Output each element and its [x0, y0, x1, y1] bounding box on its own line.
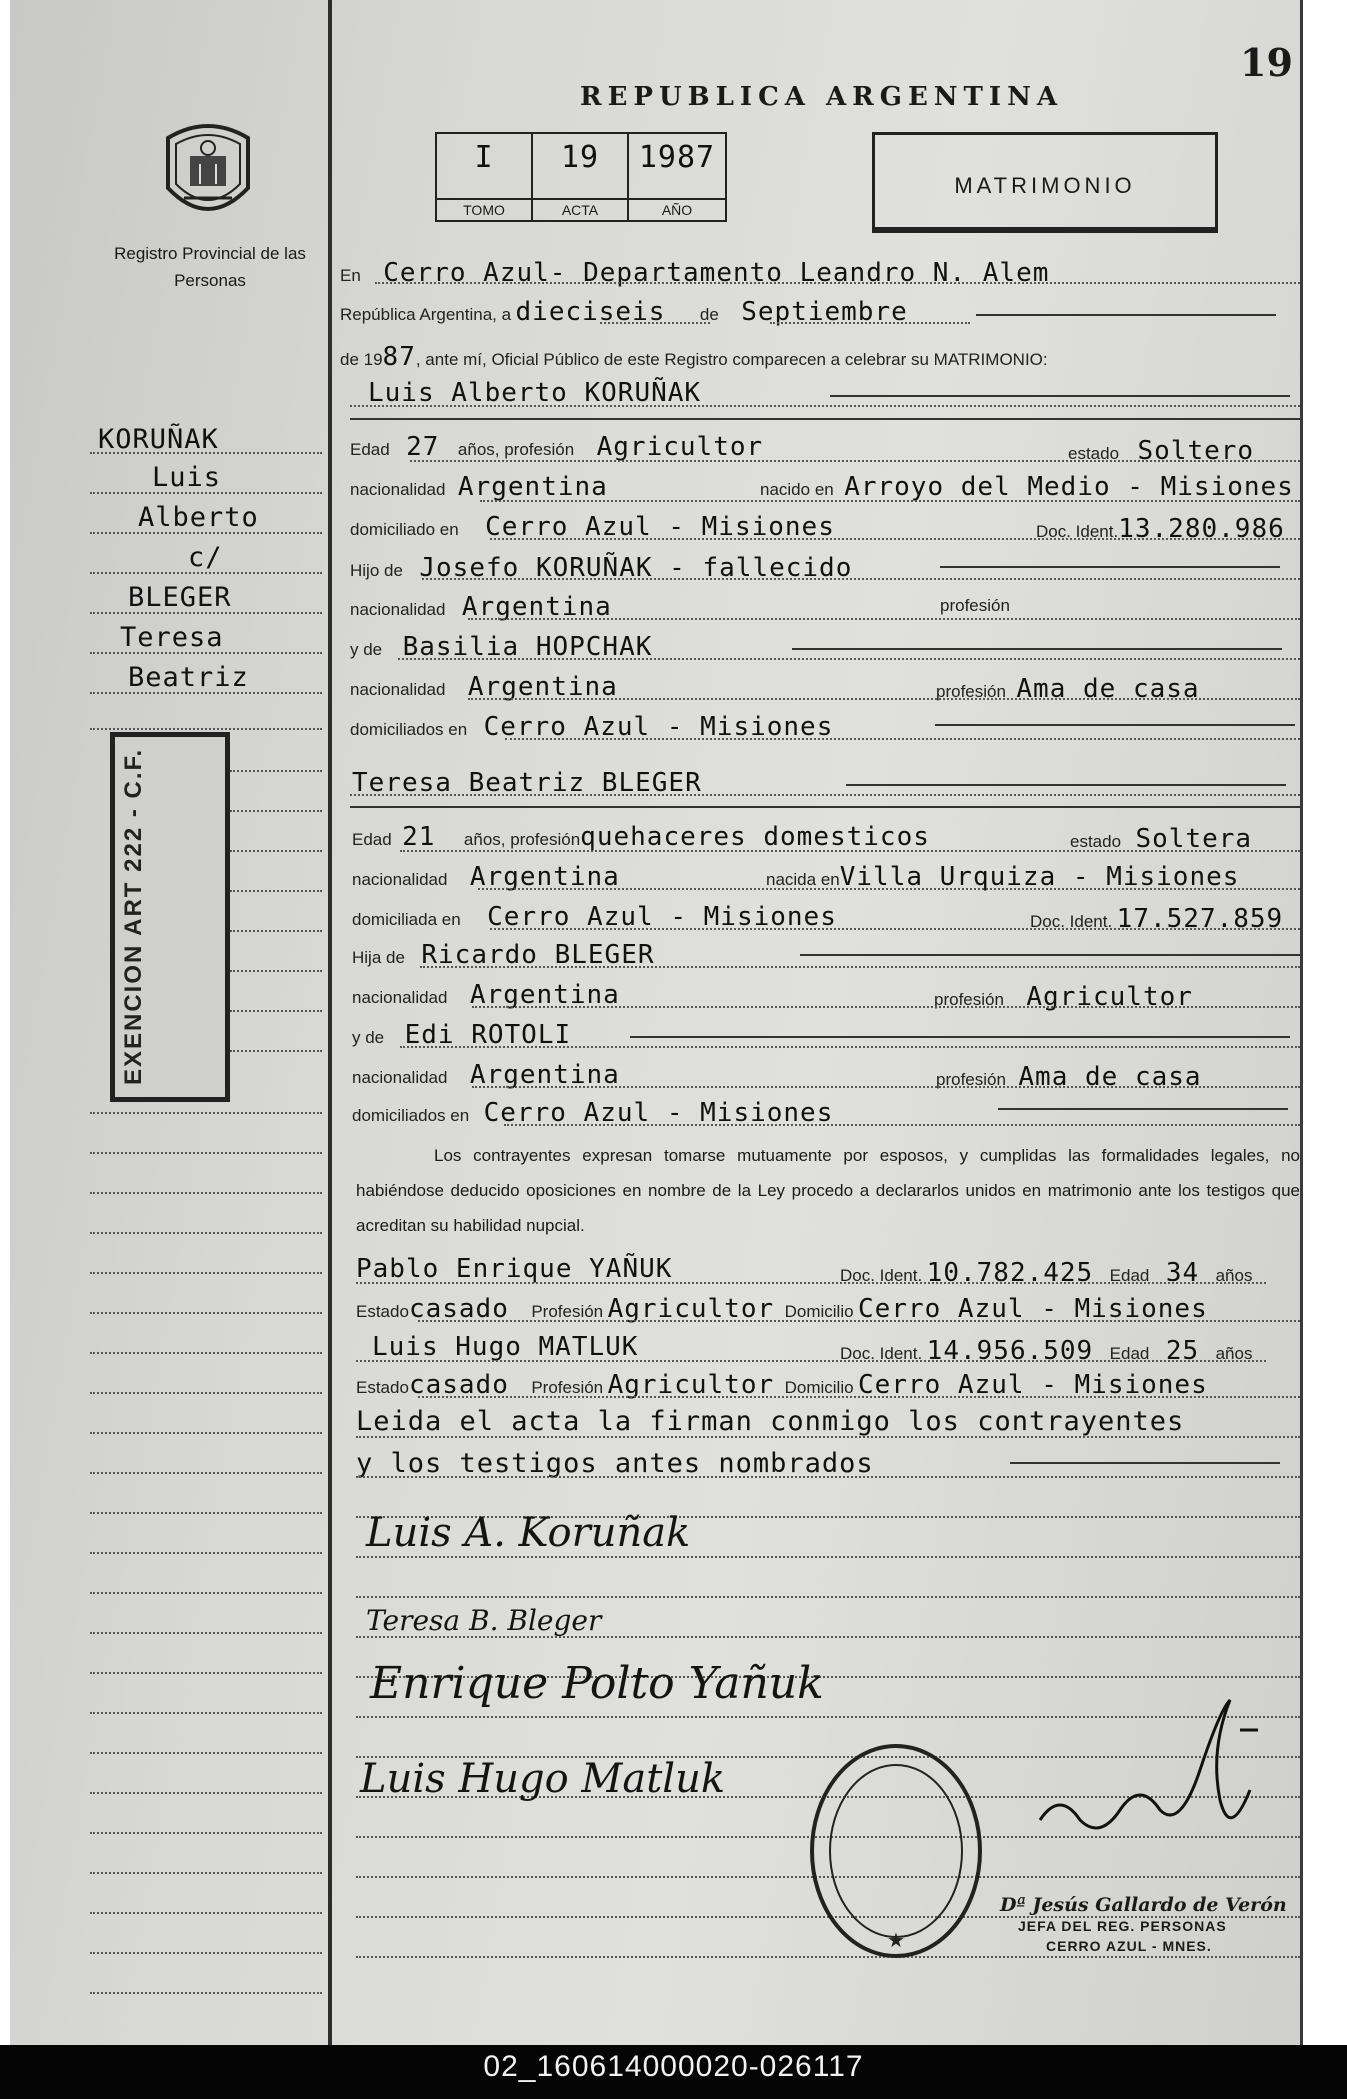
groom-profession: Agricultor — [596, 432, 764, 462]
official-name: Dª Jesús Gallardo de Verón — [1000, 1894, 1287, 1916]
margin-dotted-line — [90, 1352, 322, 1354]
dash-line — [792, 648, 1282, 650]
margin-dotted-line — [90, 1272, 322, 1274]
groom-mother-nationality: Argentina — [467, 672, 618, 702]
place-value: Cerro Azul- Departamento Leandro N. Alem — [383, 258, 1050, 288]
doc-label: Doc. Ident. — [1030, 912, 1113, 931]
witness-1-doc: 10.782.425 — [926, 1258, 1094, 1288]
bride-mother-profession: Ama de casa — [1018, 1062, 1202, 1092]
bride-domicile: Cerro Azul - Misiones — [487, 902, 837, 932]
bride-mother-nationality: Argentina — [469, 1060, 620, 1090]
year-prefix: de 19 — [340, 350, 383, 369]
margin-dotted-line — [90, 1992, 322, 1994]
dotted-line — [468, 618, 1300, 620]
dash-line — [998, 1108, 1288, 1110]
bride-full-name: Teresa Beatriz BLEGER — [352, 768, 702, 798]
signature-witness-2: Luis Hugo Matluk — [360, 1756, 726, 1802]
registry-name: Registro Provincial de las Personas — [114, 244, 306, 290]
margin-rule — [328, 0, 332, 2045]
groom-nationality: Argentina — [457, 472, 608, 502]
margin-dotted-line — [90, 492, 322, 494]
footer-code: 02_160614000020-026117 — [483, 2050, 864, 2083]
domiciliados-label: domiciliados en — [350, 720, 468, 739]
bride-profession: quehaceres domesticos — [580, 822, 930, 852]
dotted-line — [356, 1360, 1266, 1362]
margin-dotted-line — [90, 1712, 322, 1714]
margin-dotted-line — [90, 1392, 322, 1394]
margin-dotted-line — [230, 890, 322, 892]
dotted-line — [472, 1006, 1300, 1008]
margin-dotted-line — [90, 572, 322, 574]
groom-age: 27 — [406, 432, 440, 462]
margin-dotted-line — [90, 728, 322, 730]
tomo-value: I — [474, 140, 494, 175]
hijo-label: Hijo de — [350, 561, 403, 580]
dotted-line — [478, 888, 1300, 890]
dotted-line — [410, 460, 1300, 462]
margin-dotted-line — [90, 1952, 322, 1954]
dash-line — [830, 395, 1290, 397]
witness-1-civil-status: casado — [408, 1294, 509, 1324]
day-value: dieciseis — [515, 297, 666, 327]
groom-doc: 13.280.986 — [1118, 514, 1285, 544]
bride-mother: Edi ROTOLI — [404, 1020, 572, 1050]
nacida-label: nacida en — [766, 870, 840, 889]
record-number-box — [435, 132, 727, 222]
year-value: 87 — [382, 342, 416, 372]
margin-dotted-line — [90, 1672, 322, 1674]
month-value: Septiembre — [741, 297, 908, 327]
profesion-label: Profesión — [531, 1378, 604, 1397]
anos-profesion-label: años, profesión — [463, 830, 581, 849]
margin-dotted-line — [90, 1512, 322, 1514]
groom-domicile: Cerro Azul - Misiones — [485, 512, 835, 542]
margin-dotted-line — [90, 612, 322, 614]
dotted-line — [480, 500, 1300, 502]
margin-dotted-line — [90, 1872, 322, 1874]
nacido-label: nacido en — [760, 480, 834, 499]
dotted-line — [468, 698, 1300, 700]
hija-label: Hija de — [352, 948, 405, 967]
bride-line-age — [352, 822, 930, 852]
anos-profesion-label: años, profesión — [457, 440, 575, 459]
margin-dotted-line — [230, 810, 322, 812]
groom-mother: Basilia HOPCHAK — [402, 632, 653, 662]
witness-2-profession: Agricultor — [607, 1370, 775, 1400]
section-rule — [350, 418, 1300, 420]
estado-label: estado — [1070, 832, 1122, 851]
profesion-label: profesión — [934, 990, 1004, 1009]
witness-1-age: 34 — [1165, 1258, 1200, 1288]
dotted-line — [356, 1436, 1300, 1438]
margin-dotted-line — [230, 970, 322, 972]
dotted-line — [400, 850, 1300, 852]
profesion-label: profesión — [940, 596, 1010, 615]
dotted-line — [418, 1396, 1300, 1398]
margin-dotted-line — [230, 850, 322, 852]
bride-birthplace: Villa Urquiza - Misiones — [839, 862, 1240, 892]
bride-age: 21 — [402, 822, 436, 852]
signature-bride: Teresa B. Bleger — [366, 1604, 602, 1637]
bride-parents-domicile: Cerro Azul - Misiones — [483, 1098, 834, 1128]
witness-1-name: Pablo Enrique YAÑUK — [356, 1254, 673, 1284]
margin-dotted-line — [90, 452, 322, 454]
section-rule — [350, 806, 1300, 808]
dotted-line — [418, 1320, 1300, 1322]
closing-note-line-2: y los testigos antes nombrados — [356, 1448, 874, 1479]
province-emblem-icon — [160, 118, 256, 228]
bride-nationality: Argentina — [469, 862, 620, 892]
domicilio-label: Domicilio — [784, 1302, 854, 1321]
domiciliado-label: domiciliado en — [350, 520, 459, 539]
doc-label: Doc. Ident. — [840, 1344, 923, 1363]
dotted-line — [490, 538, 1300, 540]
y-de-label: y de — [352, 1028, 385, 1047]
svg-text:★: ★ — [887, 1928, 905, 1952]
margin-name-line: c/ — [188, 542, 223, 573]
margin-dotted-line — [90, 1152, 322, 1154]
margin-dotted-line — [90, 1112, 322, 1114]
dotted-line — [375, 282, 1300, 284]
dotted-line — [472, 1086, 1300, 1088]
margin-name-line: KORUÑAK — [98, 424, 219, 455]
margin-dotted-line — [90, 1232, 322, 1234]
nacionalidad-label: nacionalidad — [350, 480, 446, 499]
doc-label: Doc. Ident. — [1036, 522, 1119, 541]
official-title: JEFA DEL REG. PERSONAS — [1018, 1918, 1227, 1934]
nacionalidad-label: nacionalidad — [350, 600, 446, 619]
ano-cell — [629, 134, 725, 220]
margin-dotted-line — [90, 1832, 322, 1834]
signature-witness-1: Enrique Polto Yañuk — [370, 1658, 824, 1709]
anos-label: años — [1215, 1344, 1253, 1363]
witness-1-domicile: Cerro Azul - Misiones — [858, 1294, 1208, 1324]
dotted-line — [356, 1556, 1300, 1558]
margin-dotted-line — [230, 930, 322, 932]
domiciliados-label: domiciliados en — [352, 1106, 470, 1125]
document-sheet — [10, 0, 1303, 2045]
groom-father: Josefo KORUÑAK - fallecido — [419, 553, 853, 583]
nacionalidad-label: nacionalidad — [352, 1068, 448, 1087]
acta-value: 19 — [560, 140, 600, 175]
margin-dotted-line — [90, 1312, 322, 1314]
closing-note-line-1: Leida el acta la firman conmigo los contrayentes — [356, 1406, 1185, 1437]
margin-name-line: Teresa — [120, 622, 224, 653]
bride-father: Ricardo BLEGER — [421, 940, 655, 970]
bride-civil-status: Soltera — [1135, 824, 1253, 854]
dotted-line — [600, 322, 710, 324]
edad-label: Edad — [1109, 1344, 1150, 1363]
groom-mother-profession: Ama de casa — [1016, 674, 1200, 704]
margin-dotted-line — [90, 1752, 322, 1754]
witness-1-profession: Agricultor — [607, 1294, 775, 1324]
ano-label: AÑO — [629, 198, 725, 218]
groom-full-name: Luis Alberto KORUÑAK — [368, 378, 702, 408]
domiciliada-label: domiciliada en — [352, 910, 461, 929]
dotted-line — [770, 322, 970, 324]
legal-declaration — [356, 1138, 1300, 1243]
dotted-line — [350, 794, 1300, 796]
dotted-line — [505, 738, 1300, 740]
margin-dotted-line — [90, 532, 322, 534]
document-type-label: MATRIMONIO — [954, 173, 1136, 198]
acta-label: ACTA — [533, 198, 627, 218]
margin-name-line: Beatriz — [128, 662, 249, 693]
margin-dotted-line — [90, 1552, 322, 1554]
dash-line — [976, 314, 1276, 316]
margin-dotted-line — [90, 692, 322, 694]
margin-dotted-line — [90, 1432, 322, 1434]
de-label: de — [699, 305, 719, 324]
margin-name-line: BLEGER — [128, 582, 232, 613]
nacionalidad-label: nacionalidad — [352, 870, 448, 889]
dotted-line — [490, 928, 1300, 930]
bride-father-profession: Agricultor — [1026, 982, 1193, 1012]
dash-line — [935, 724, 1295, 726]
dash-line — [1010, 1462, 1280, 1464]
witness-2-age: 25 — [1165, 1336, 1200, 1366]
margin-dotted-line — [90, 1912, 322, 1914]
groom-line-nationality — [350, 472, 608, 502]
margin-dotted-line — [90, 652, 322, 654]
groom-parents-domicile: Cerro Azul - Misiones — [483, 712, 834, 742]
dotted-line — [356, 1282, 1266, 1284]
domicilio-label: Domicilio — [784, 1378, 854, 1397]
witness-2-name: Luis Hugo MATLUK — [372, 1332, 639, 1362]
signature-groom: Luis A. Koruñak — [366, 1510, 691, 1556]
republica-label: República Argentina, a — [340, 305, 512, 324]
official-seal-icon — [808, 1742, 984, 1960]
dotted-line — [398, 658, 1300, 660]
margin-name-line: Luis — [152, 462, 222, 493]
dotted-line — [350, 405, 1300, 407]
dotted-line — [504, 1124, 1300, 1126]
groom-father-nationality: Argentina — [461, 592, 612, 622]
opening-line-3 — [340, 342, 1048, 372]
dash-line — [940, 566, 1280, 568]
exemption-stamp-text: EXENCION ART 222 - C.F. — [120, 747, 147, 1085]
dotted-line — [422, 578, 1300, 580]
en-label: En — [340, 266, 361, 285]
country-title: REPUBLICA ARGENTINA — [580, 82, 1064, 112]
margin-dotted-line — [90, 1592, 322, 1594]
doc-label: Doc. Ident. — [840, 1266, 923, 1285]
groom-civil-status: Soltero — [1137, 436, 1255, 466]
margin-name-line: Alberto — [138, 502, 259, 533]
bride-doc: 17.527.859 — [1116, 904, 1284, 934]
anos-label: años — [1215, 1266, 1253, 1285]
profesion-label: Profesión — [531, 1302, 604, 1321]
witness-2-civil-status: casado — [408, 1370, 509, 1400]
acta-cell — [533, 134, 629, 220]
official-place: CERRO AZUL - MNES. — [1046, 1938, 1212, 1954]
nacionalidad-label: nacionalidad — [350, 680, 446, 699]
edad-label: Edad — [350, 440, 390, 459]
legal-declaration-text: Los contrayentes expresan tomarse mutuamente por esposos, y cumplidas las formalidades legales, no habiéndose deducido oposiciones en nombre de la Ley procedo a declararlos unidos en matrimonio ante los testigos que acreditan su habilidad nupcial. — [356, 1146, 1300, 1235]
dash-line — [630, 1036, 1290, 1038]
y-de-label: y de — [350, 640, 383, 659]
page-number: 19 — [1240, 40, 1293, 85]
groom-line-age — [350, 432, 763, 462]
margin-dotted-line — [90, 1632, 322, 1634]
margin-dotted-line — [230, 1010, 322, 1012]
nacionalidad-label: nacionalidad — [352, 988, 448, 1007]
margin-dotted-line — [90, 1472, 322, 1474]
official-signature-icon — [1030, 1690, 1270, 1850]
margin-dotted-line — [230, 1050, 322, 1052]
dotted-line — [420, 966, 1300, 968]
estado-label: estado — [1068, 444, 1120, 463]
margin-dotted-line — [230, 770, 322, 772]
opening-sentence: , ante mí, Oficial Público de este Registro comparecen a celebrar su MATRIMONIO: — [415, 350, 1048, 369]
margin-dotted-line — [90, 1792, 322, 1794]
dotted-line — [400, 1046, 1300, 1048]
profesion-label: profesión — [936, 1070, 1006, 1089]
tomo-label: TOMO — [437, 198, 531, 218]
ano-value: 1987 — [638, 140, 716, 175]
dotted-line — [356, 1476, 1300, 1478]
groom-birthplace: Arroyo del Medio - Misiones — [844, 472, 1294, 502]
estado-label: Estado — [356, 1378, 409, 1397]
estado-label: Estado — [356, 1302, 409, 1321]
witness-2-domicile: Cerro Azul - Misiones — [858, 1370, 1208, 1400]
witness-2-doc: 14.956.509 — [926, 1336, 1094, 1366]
dash-line — [846, 784, 1286, 786]
margin-dotted-line — [90, 1192, 322, 1194]
dash-line — [800, 954, 1300, 956]
edad-label: Edad — [352, 830, 392, 849]
profesion-label: profesión — [936, 682, 1006, 701]
tomo-cell — [437, 134, 533, 220]
bride-father-nationality: Argentina — [469, 980, 620, 1010]
document-type-box — [872, 132, 1218, 233]
dotted-line — [356, 1596, 1300, 1598]
edad-label: Edad — [1109, 1266, 1150, 1285]
groom-birthplace-line — [760, 472, 1294, 502]
